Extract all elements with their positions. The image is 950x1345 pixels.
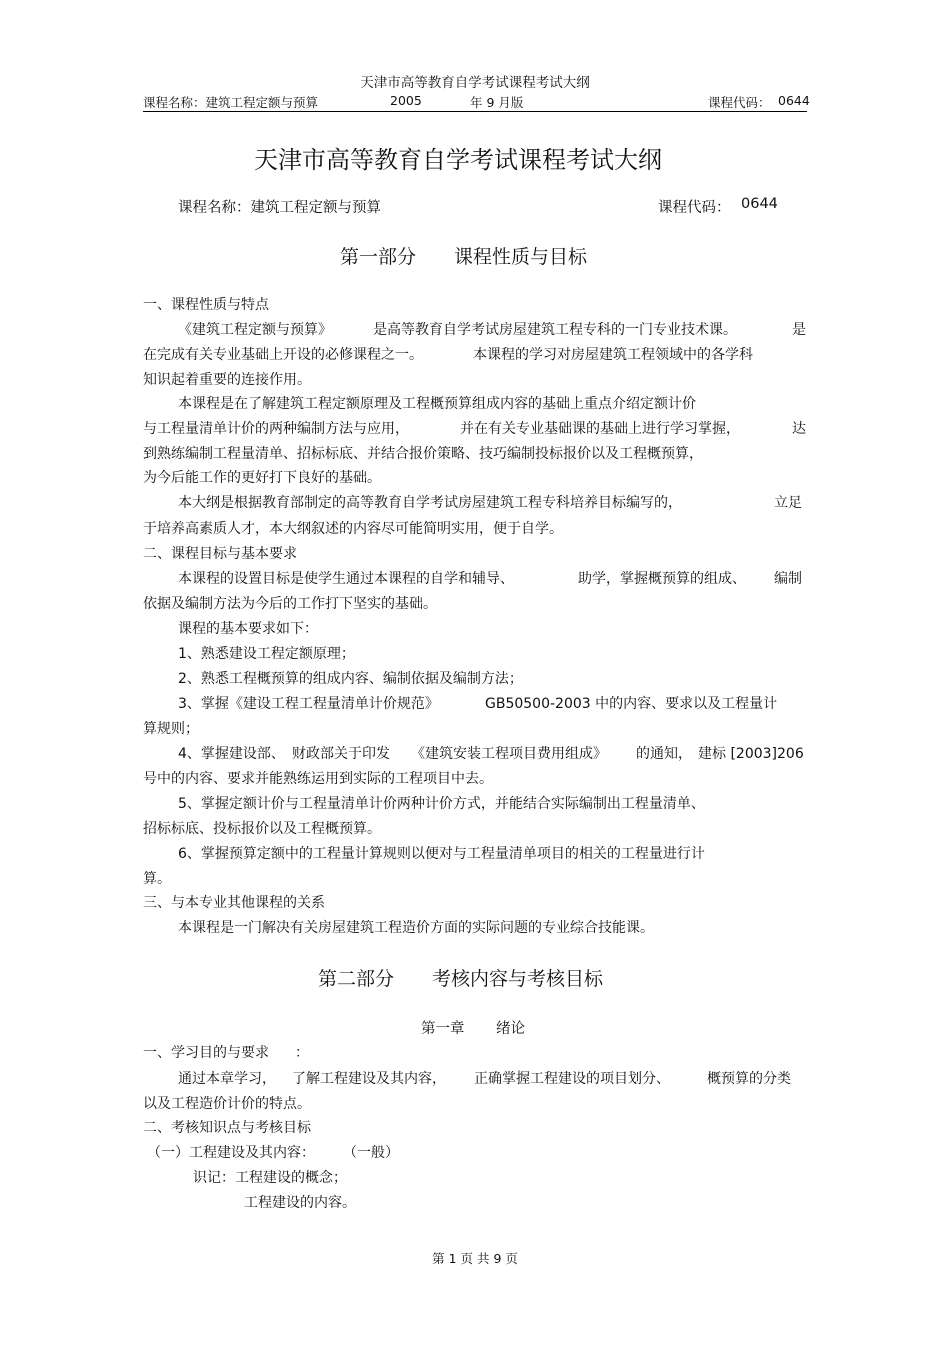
paragraph-line: 于培养高素质人才，本大纲叙述的内容尽可能简明实用，便于自学。 bbox=[143, 521, 563, 537]
paragraph-line: 本课程是一门解决有关房屋建筑工程造价方面的实际问题的专业综合技能课。 bbox=[178, 920, 654, 936]
section-title-colon: ： bbox=[295, 1045, 309, 1061]
requirement-item: 3、掌握《建设工程工程量清单计价规范》 bbox=[178, 696, 439, 712]
paragraph-line: 了解工程建设及其内容， bbox=[292, 1071, 446, 1087]
requirement-item: 算规则； bbox=[143, 721, 199, 737]
knowledge-point: （一）工程建设及其内容： bbox=[147, 1145, 315, 1161]
requirement-item: 号中的内容、要求并能熟练运用到实际的工程项目中去。 bbox=[143, 771, 493, 787]
requirement-item: 2、熟悉工程概预算的组成内容、编制依据及编制方法； bbox=[178, 671, 523, 687]
paragraph-line: 以及工程造价计价的特点。 bbox=[143, 1096, 311, 1112]
part2-heading-title: 考核内容与考核目标 bbox=[432, 968, 604, 990]
paragraph-line: 达 bbox=[792, 421, 806, 437]
paragraph-line: 本课程的学习对房屋建筑工程领域中的各学科 bbox=[473, 347, 753, 363]
requirement-item: 招标标底、投标报价以及工程概预算。 bbox=[143, 821, 381, 837]
part1-heading-number: 第一部分 bbox=[340, 246, 417, 268]
paragraph-line: 正确掌握工程建设的项目划分、 bbox=[474, 1071, 670, 1087]
page-number: 第 1 页 共 9 页 bbox=[432, 1251, 518, 1266]
requirement-item: 财政部关于印发 bbox=[292, 746, 390, 762]
requirement-item: 《建筑安装工程项目费用组成》 bbox=[411, 746, 607, 762]
requirement-item: 4、掌握建设部、 bbox=[178, 746, 285, 762]
chapter-number: 第一章 bbox=[421, 1021, 465, 1037]
course-code-label: 课程代码： bbox=[658, 200, 731, 216]
paragraph-line: 是高等教育自学考试房屋建筑工程专科的一门专业技术课。 bbox=[373, 322, 737, 338]
running-header-code: 0644 bbox=[778, 93, 810, 108]
paragraph-line: 与工程量清单计价的两种编制方法与应用， bbox=[143, 421, 409, 437]
section-title: 一、学习目的与要求 bbox=[143, 1045, 269, 1061]
section-title: 二、课程目标与基本要求 bbox=[143, 546, 297, 562]
paragraph-line: 《建筑工程定额与预算》 bbox=[178, 322, 332, 338]
section-title: 三、与本专业其他课程的关系 bbox=[143, 895, 325, 911]
paragraph-line: 编制 bbox=[774, 571, 802, 587]
requirement-item: 1、熟悉建设工程定额原理； bbox=[178, 646, 355, 662]
paragraph-line: 到熟练编制工程量清单、招标标底、并结合报价策略、技巧编制投标报价以及工程概预算， bbox=[143, 446, 703, 462]
requirement-item: 6、掌握预算定额中的工程量计算规则以便对与工程量清单项目的相关的工程量进行计 bbox=[178, 846, 705, 862]
recall-item: 识记：工程建设的概念； bbox=[193, 1170, 347, 1186]
document-title: 天津市高等教育自学考试课程考试大纲 bbox=[254, 146, 662, 174]
paragraph-line: 在完成有关专业基础上开设的必修课程之一。 bbox=[143, 347, 423, 363]
requirement-item: 的通知， bbox=[636, 746, 692, 762]
paragraph-line: 并在有关专业基础课的基础上进行学习掌握， bbox=[460, 421, 740, 437]
paragraph-line: 本大纲是根据教育部制定的高等教育自学考试房屋建筑工程专科培养目标编写的， bbox=[178, 495, 682, 511]
running-header-title: 天津市高等教育自学考试课程考试大纲 bbox=[360, 75, 590, 91]
part2-heading-number: 第二部分 bbox=[318, 968, 395, 990]
requirement-item: 建标 [2003]206 bbox=[698, 746, 804, 762]
requirement-item: GB50500-2003 中的内容、要求以及工程量计 bbox=[485, 696, 778, 712]
running-header-edition: 年 9 月版 bbox=[470, 95, 524, 110]
section-title: 二、考核知识点与考核目标 bbox=[143, 1120, 311, 1136]
requirements-intro: 课程的基本要求如下： bbox=[178, 621, 318, 637]
paragraph-line: 是 bbox=[792, 322, 806, 338]
paragraph-line: 依据及编制方法为今后的工作打下坚实的基础。 bbox=[143, 596, 437, 612]
section-title: 一、课程性质与特点 bbox=[143, 297, 269, 313]
chapter-title: 绪论 bbox=[496, 1021, 525, 1037]
requirement-item: 5、掌握定额计价与工程量清单计价两种计价方式，并能结合实际编制出工程量清单、 bbox=[178, 796, 705, 812]
running-header-course-name: 课程名称：建筑工程定额与预算 bbox=[143, 95, 319, 110]
recall-item: 工程建设的内容。 bbox=[244, 1195, 356, 1211]
paragraph-line: 本课程的设置目标是使学生通过本课程的自学和辅导、 bbox=[178, 571, 514, 587]
course-code: 0644 bbox=[741, 196, 778, 212]
paragraph-line: 助学，掌握概预算的组成、 bbox=[578, 571, 746, 587]
paragraph-line: 立足 bbox=[774, 495, 802, 511]
part1-heading-title: 课程性质与目标 bbox=[454, 246, 588, 268]
paragraph-line: 本课程是在了解建筑工程定额原理及工程概预算组成内容的基础上重点介绍定额计价 bbox=[178, 396, 696, 412]
paragraph-line: 概预算的分类 bbox=[707, 1071, 791, 1087]
course-name: 课程名称：建筑工程定额与预算 bbox=[178, 200, 381, 216]
running-header-year: 2005 bbox=[390, 93, 422, 108]
paragraph-line: 知识起着重要的连接作用。 bbox=[143, 372, 311, 388]
header-rule bbox=[143, 111, 807, 112]
paragraph-line: 为今后能工作的更好打下良好的基础。 bbox=[143, 470, 381, 486]
paragraph-line: 通过本章学习， bbox=[178, 1071, 276, 1087]
running-header-code-label: 课程代码： bbox=[708, 95, 771, 110]
knowledge-level: （一般） bbox=[343, 1145, 399, 1161]
requirement-item: 算。 bbox=[143, 871, 171, 887]
